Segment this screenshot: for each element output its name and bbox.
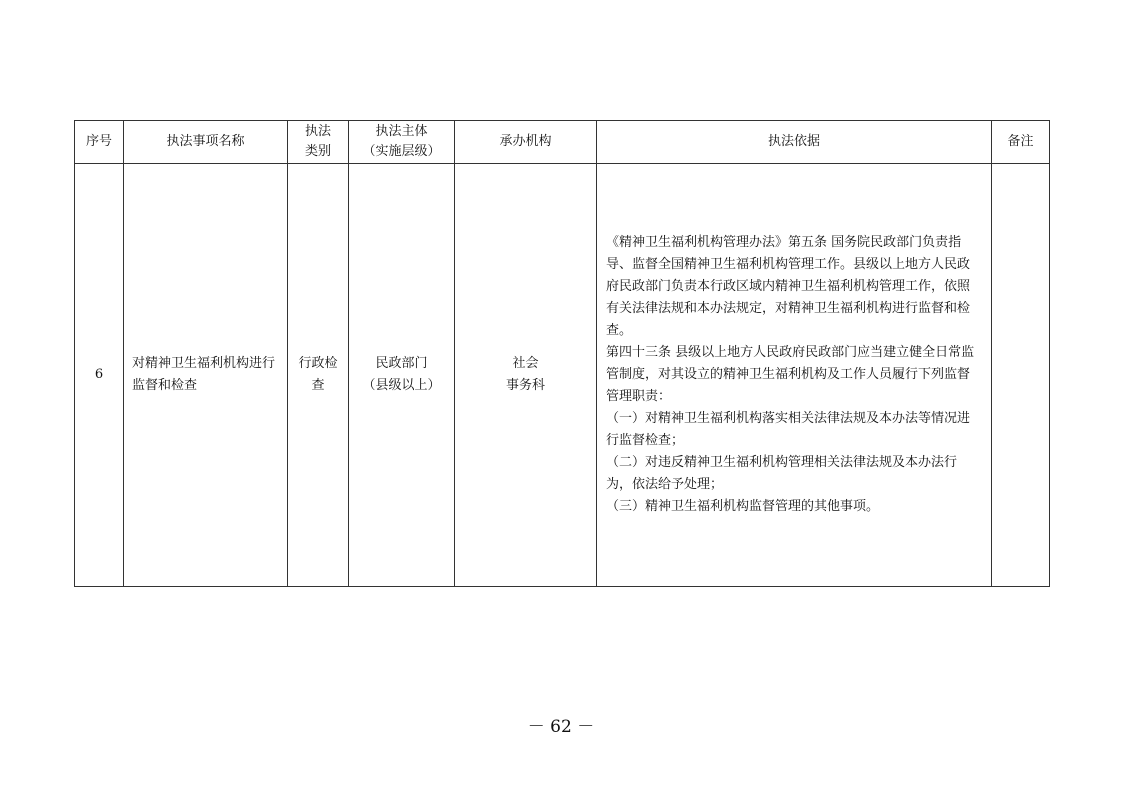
- header-type-line1: 执法: [304, 124, 331, 139]
- basis-paragraph: 第四十三条 县级以上地方人民政府民政部门应当建立健全日常监管制度，对其设立的精神卫生福利机构及工作人员履行下列监督管理职责：: [606, 345, 975, 404]
- table-row: [75, 164, 1050, 587]
- cell-basis: [597, 164, 992, 587]
- enforcement-table: [74, 120, 1050, 587]
- cell-item-name: 对精神卫生福利机构进行监督和检查: [124, 164, 288, 587]
- basis-paragraph: （三）精神卫生福利机构监督管理的其他事项。: [606, 499, 880, 514]
- cell-remark: [992, 164, 1050, 587]
- cell-seq: 6: [75, 164, 124, 587]
- header-item-name: 执法事项名称: [124, 121, 288, 164]
- cell-subject-line1: 民政部门: [375, 356, 428, 371]
- header-remark: 备注: [992, 121, 1050, 164]
- header-type: [288, 121, 349, 164]
- header-basis: 执法依据: [597, 121, 992, 164]
- cell-type-line1: 行政检: [298, 356, 338, 371]
- cell-office-line1: 社会: [512, 356, 539, 371]
- basis-paragraph: （二）对违反精神卫生福利机构管理相关法律法规及本办法行为，依法给予处理；: [606, 455, 958, 492]
- basis-paragraph: （一）对精神卫生福利机构落实相关法律法规及本办法等情况进行监督检查；: [606, 411, 971, 448]
- cell-subject: [349, 164, 455, 587]
- basis-paragraph: 《精神卫生福利机构管理办法》第五条 国务院民政部门负责指导、监督全国精神卫生福利机构管理工作。县级以上地方人民政府民政部门负责本行政区域内精神卫生福利机构管理工作，依照有关法律法规和本办法规定，对精神卫生福利机构进行监督和检查。: [606, 235, 971, 338]
- cell-office: [455, 164, 597, 587]
- header-seq: 序号: [75, 121, 124, 164]
- page-number: － 62 －: [527, 717, 595, 737]
- header-office: 承办机构: [455, 121, 597, 164]
- cell-office-line2: 事务科: [505, 378, 545, 393]
- header-subject-line2: （实施层级）: [362, 144, 441, 159]
- header-row: [75, 121, 1050, 164]
- cell-type-line2: 查: [311, 378, 325, 393]
- cell-subject-line2: （县级以上）: [362, 378, 441, 393]
- header-subject: [349, 121, 455, 164]
- cell-type: [288, 164, 349, 587]
- header-subject-line1: 执法主体: [375, 124, 428, 139]
- header-type-line2: 类别: [304, 144, 331, 159]
